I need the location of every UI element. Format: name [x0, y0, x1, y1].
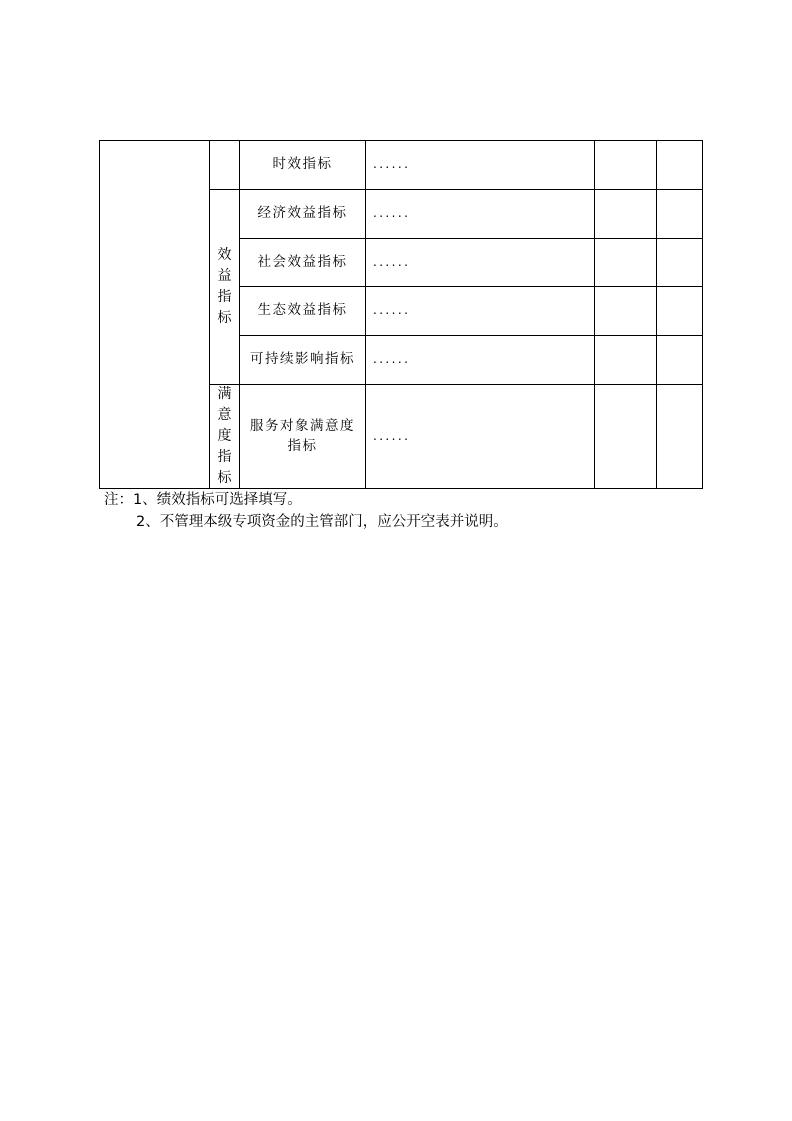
blank-remark-cell — [657, 239, 703, 287]
blank-score-cell — [595, 336, 657, 385]
indicator-name: 时效指标 — [272, 156, 333, 173]
blank-remark-cell — [657, 336, 703, 385]
indicator-value-cell — [366, 336, 595, 385]
satisfaction-category-label: 满意度指标 — [217, 386, 232, 486]
indicator-name-cell — [240, 385, 366, 489]
indicator-value-cell — [366, 287, 595, 336]
blank-score-cell — [595, 239, 657, 287]
indicator-name-cell — [240, 287, 366, 336]
indicator-name-cell — [240, 190, 366, 239]
indicator-name: 生态效益指标 — [257, 302, 348, 319]
blank-score-cell — [595, 385, 657, 489]
indicator-name: 服务对象满意度指标 — [249, 417, 355, 454]
indicator-value: ...... — [373, 428, 411, 443]
note-line-2: 2、不管理本级专项资金的主管部门，应公开空表并说明。 — [136, 514, 508, 530]
indicator-name-cell — [240, 141, 366, 190]
indicator-name-cell — [240, 336, 366, 385]
indicator-value: ...... — [373, 303, 411, 318]
blank-first-column-cell — [100, 141, 210, 489]
table-notes — [104, 489, 508, 533]
indicator-value: ...... — [373, 206, 411, 221]
indicator-value: ...... — [373, 352, 411, 367]
blank-remark-cell — [657, 385, 703, 489]
blank-remark-cell — [657, 190, 703, 239]
blank-remark-cell — [657, 287, 703, 336]
indicator-value-cell — [366, 239, 595, 287]
indicator-name: 经济效益指标 — [257, 205, 348, 222]
indicator-value: ...... — [373, 254, 411, 269]
blank-remark-cell — [657, 141, 703, 190]
indicator-value-cell — [366, 385, 595, 489]
indicator-name: 社会效益指标 — [257, 253, 348, 270]
indicator-value: ...... — [373, 157, 411, 172]
blank-score-cell — [595, 190, 657, 239]
satisfaction-category-cell — [210, 385, 240, 489]
indicator-value-cell — [366, 190, 595, 239]
blank-score-cell — [595, 287, 657, 336]
note-line-1: 注：1、绩效指标可选择填写。 — [104, 492, 302, 508]
performance-indicator-table — [99, 140, 703, 489]
blank-score-cell — [595, 141, 657, 190]
indicator-value-cell — [366, 141, 595, 190]
timeliness-category-cell — [210, 141, 240, 190]
benefit-category-label: 效益指标 — [217, 247, 232, 326]
indicator-name: 可持续影响指标 — [250, 351, 355, 368]
indicator-name-cell — [240, 239, 366, 287]
benefit-category-cell — [210, 190, 240, 385]
